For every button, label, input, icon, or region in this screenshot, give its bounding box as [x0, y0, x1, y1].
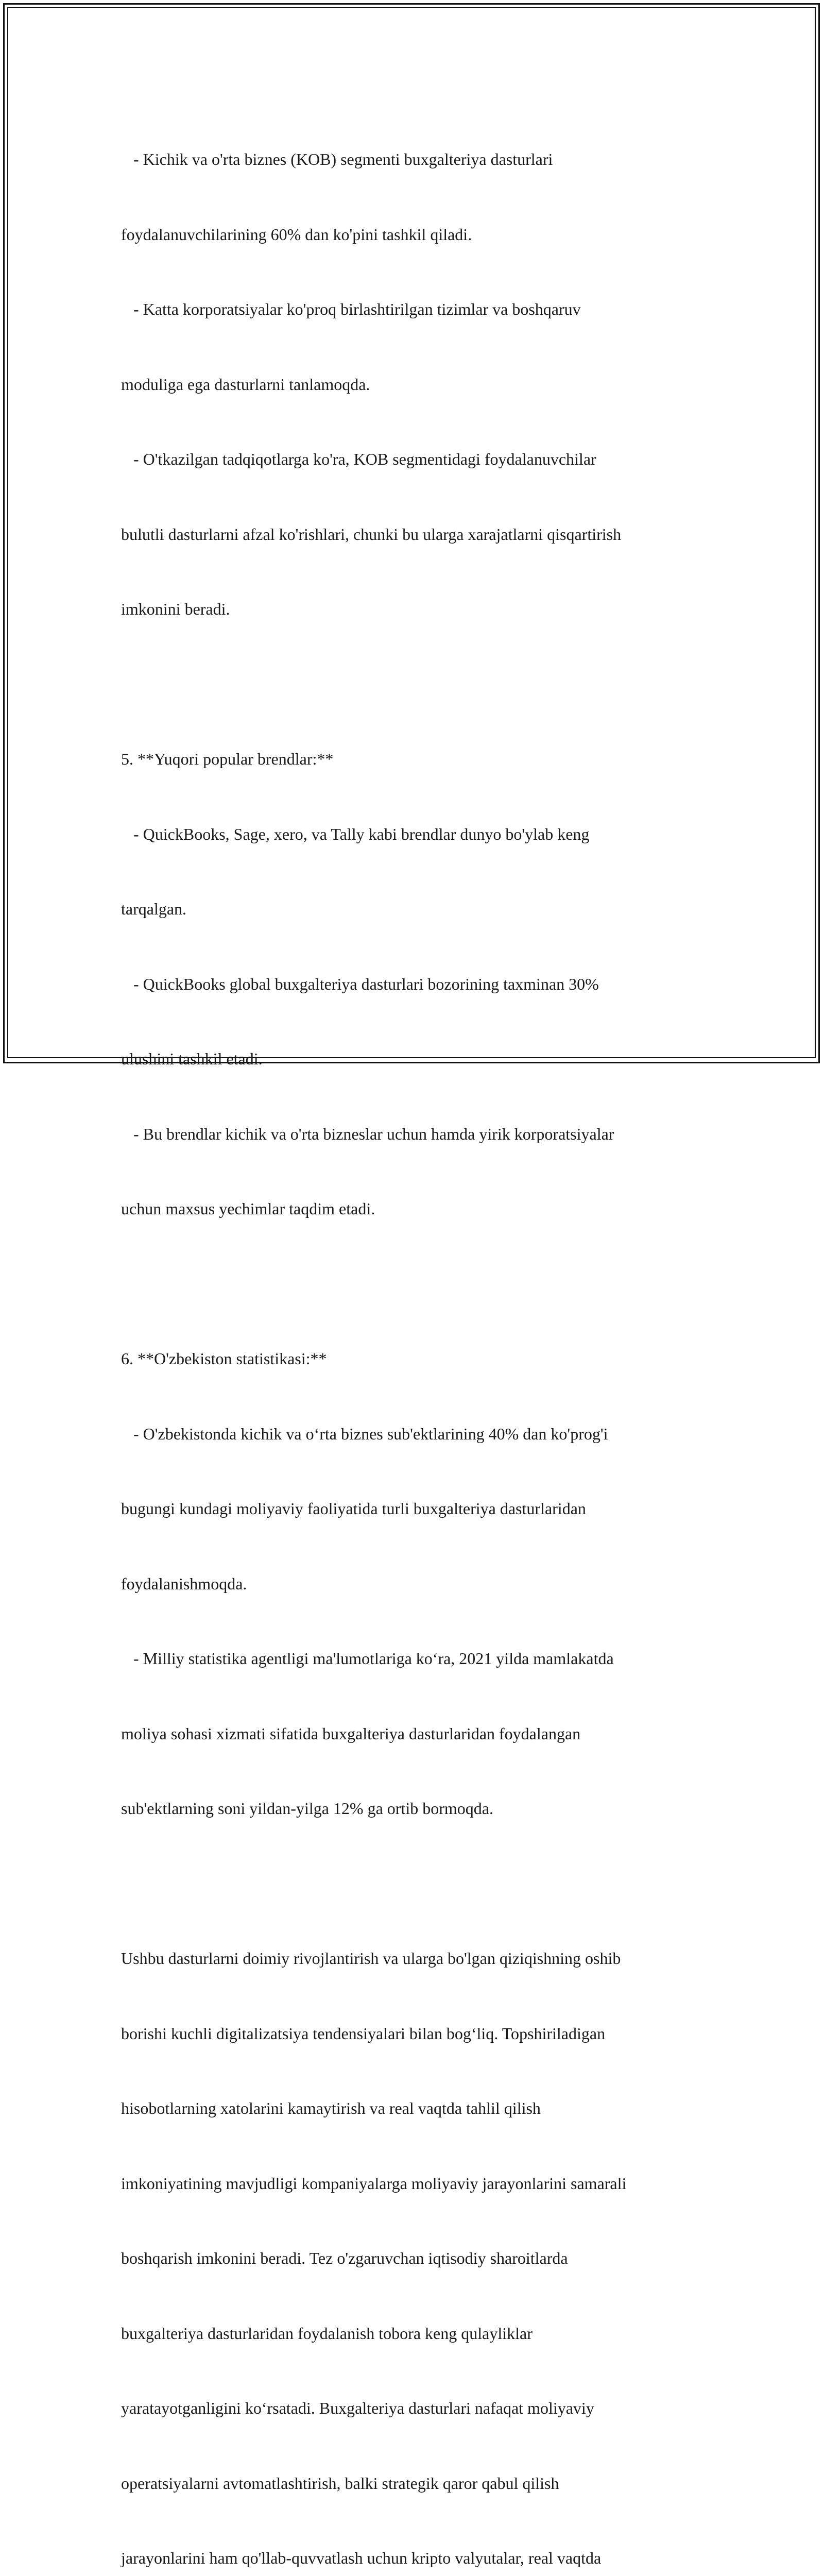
text-line: moduliga ega dasturlarni tanlamoqda.	[121, 375, 370, 394]
paragraph-line: yaratayotganligini ko‘rsatadi. Buxgalteriya dasturlari nafaqat moliyaviy	[121, 2399, 594, 2417]
text-line: tarqalgan.	[121, 900, 187, 918]
text-line: - O'zbekistonda kichik va o‘rta biznes sub'ektlarining 40% dan ko'prog'i	[121, 1424, 608, 1443]
blank-line	[121, 1272, 713, 1297]
text-line: - Katta korporatsiyalar ko'proq birlashtirilgan tizimlar va boshqaruv	[121, 300, 581, 318]
text-line: foydalanuvchilarining 60% dan ko'pini tashkil qiladi.	[121, 225, 472, 244]
text-line: - Bu brendlar kichik va o'rta bizneslar uchun hamda yirik korporatsiyalar	[121, 1124, 614, 1143]
blank-line	[121, 1871, 713, 1896]
text-line: ulushini tashkil etadi.	[121, 1049, 263, 1068]
paragraph-line: operatsiyalarni avtomatlashtirish, balki strategik qaror qabul qilish	[121, 2473, 559, 2493]
text-line: bulutli dasturlarni afzal ko'rishlari, chunki bu ularga xarajatlarni qisqartirish	[121, 524, 622, 544]
text-line: - QuickBooks, Sage, xero, va Tally kabi brendlar dunyo bo'ylab keng	[121, 824, 590, 843]
text-line: imkonini beradi.	[121, 600, 230, 618]
section-heading: 5. **Yuqori popular brendlar:**	[121, 750, 334, 768]
text-line: - QuickBooks global buxgalteriya dasturlari bozorining taxminan 30%	[121, 974, 599, 993]
paragraph-line: borishi kuchli digitalizatsiya tendensiyalari bilan bog‘liq. Topshiriladigan	[121, 2024, 606, 2043]
paragraph-line: hisobotlarning xatolarini kamaytirish va real vaqtda tahlil qilish	[121, 2099, 541, 2117]
paragraph-line: imkoniyatining mavjudligi kompaniyalarga moliyaviy jarayonlarini samarali	[121, 2174, 627, 2193]
text-line: uchun maxsus yechimlar taqdim etadi.	[121, 1199, 375, 1218]
text-line: sub'ektlarning soni yildan-yilga 12% ga ortib bormoqda.	[121, 1799, 493, 1818]
section-heading: 6. **O'zbekiston statistikasi:**	[121, 1349, 327, 1368]
text-line: - Milliy statistika agentligi ma'lumotlariga ko‘ra, 2021 yilda mamlakatda	[121, 1649, 614, 1668]
text-line: moliya sohasi xizmati sifatida buxgalteriya dasturlaridan foydalangan	[121, 1724, 581, 1743]
paragraph-line: boshqarish imkonini beradi. Tez o'zgaruvchan iqtisodiy sharoitlarda	[121, 2249, 568, 2267]
paragraph-line: Ushbu dasturlarni doimiy rivojlantirish va ularga bo'lgan qiziqishning oshib	[121, 1949, 621, 1968]
text-line: foydalanishmoqda.	[121, 1574, 247, 1593]
paragraph-line: jarayonlarini ham qo'llab-quvvatlash uchun kripto valyutalar, real vaqtda	[121, 2549, 602, 2567]
document-body	[121, 97, 713, 2576]
blank-line	[121, 672, 713, 697]
text-line: - Kichik va o'rta biznes (KOB) segmenti buxgalteriya dasturlari	[121, 150, 553, 168]
paragraph-line: buxgalteriya dasturlaridan foydalanish tobora keng qulayliklar	[121, 2324, 533, 2343]
text-line: bugungi kundagi moliyaviy faoliyatida turli buxgalteriya dasturlaridan	[121, 1499, 586, 1518]
text-line: - O'tkazilgan tadqiqotlarga ko'ra, KOB segmentidagi foydalanuvchilar	[121, 450, 596, 468]
